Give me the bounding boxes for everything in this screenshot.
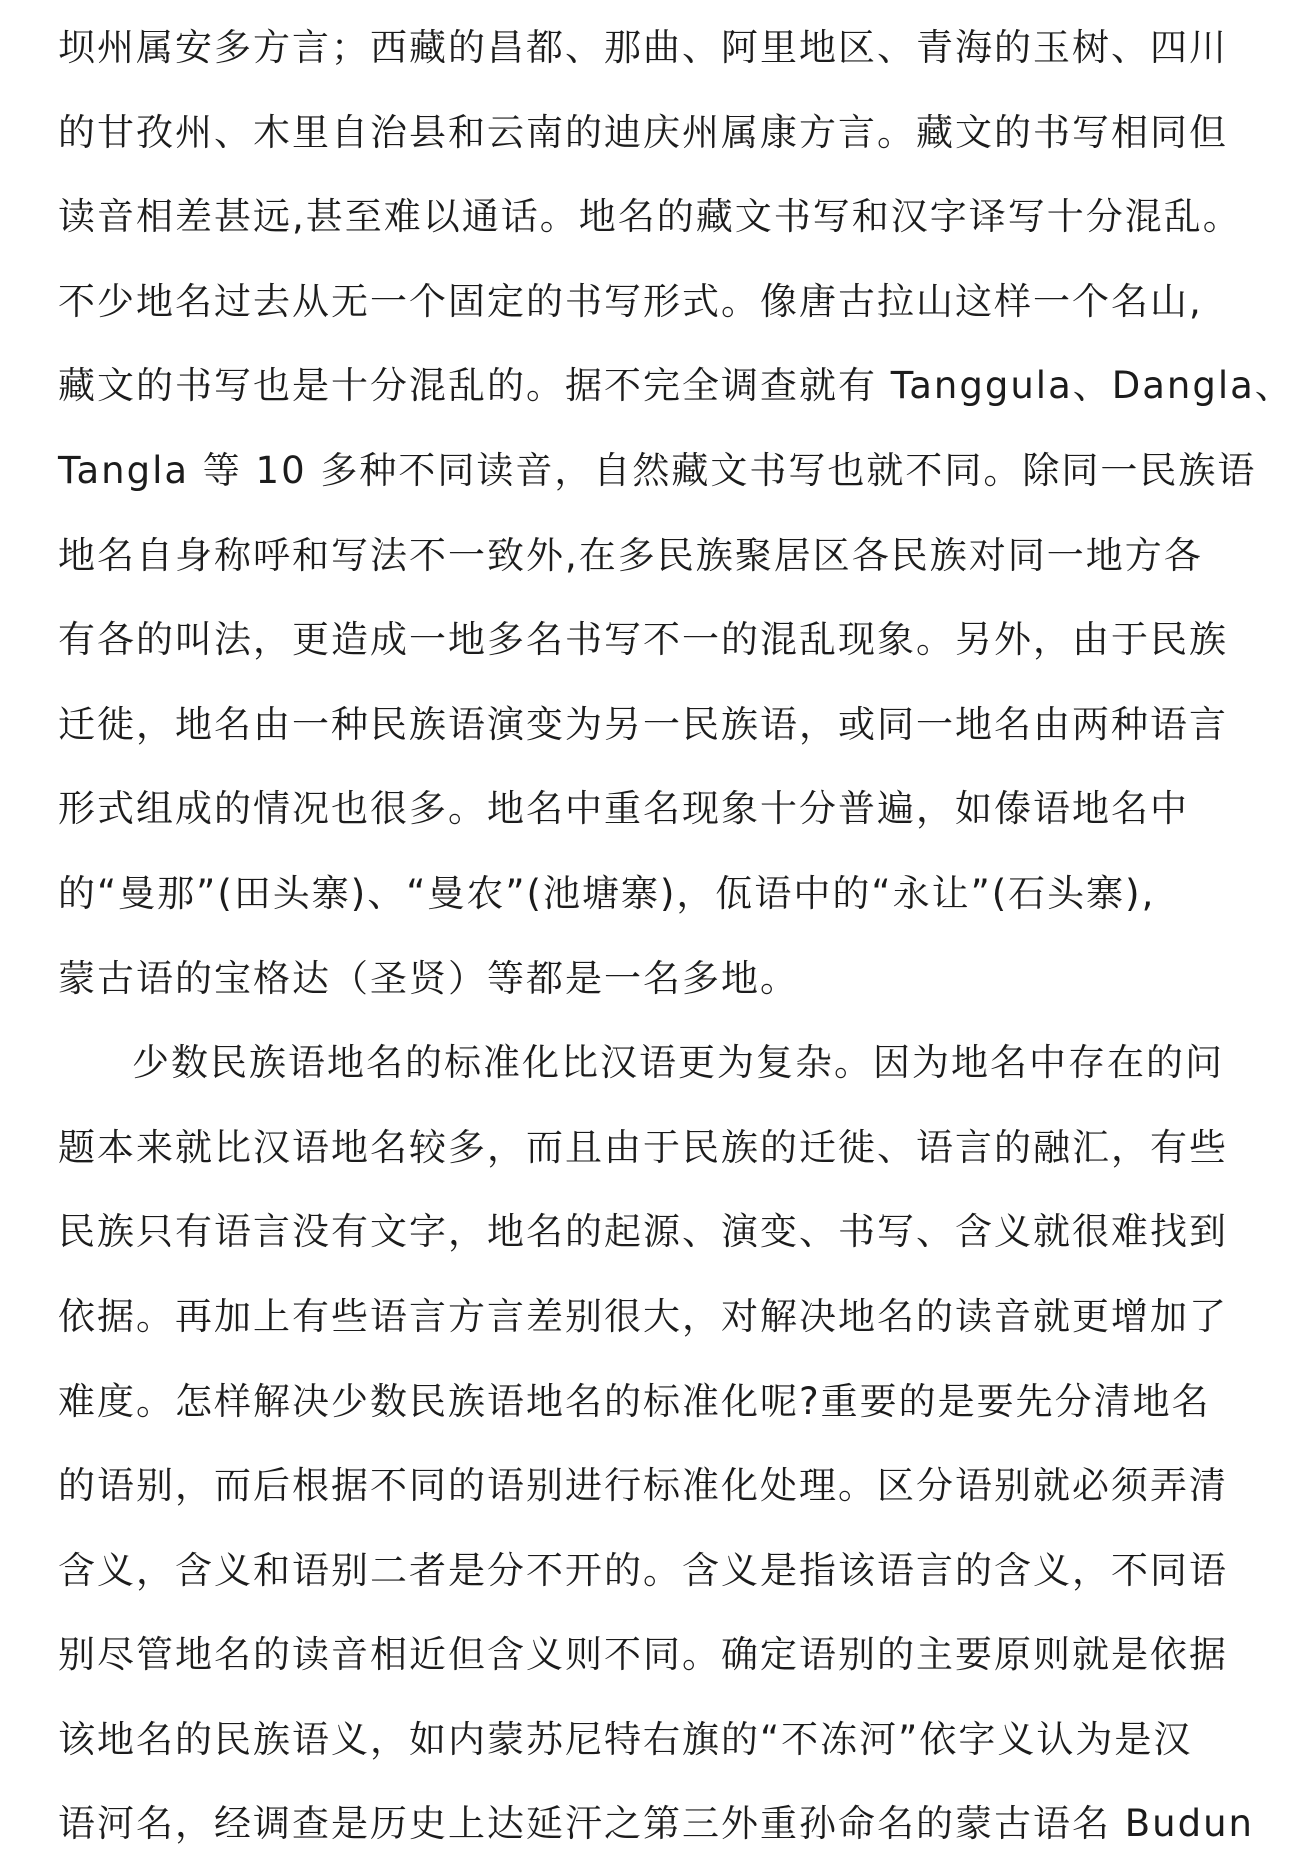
text-line: 坝州属安多方言；西藏的昌都、那曲、阿里地区、青海的玉树、四川 — [58, 26, 1228, 69]
text-line: 该地名的民族语义，如内蒙苏尼特右旗的“不冻河”依字义认为是汉 — [58, 1717, 1193, 1761]
text-line: 语河名，经调查是历史上达延汗之第三外重孙命名的蒙古语名 Budun — [58, 1802, 1254, 1846]
text-line: 的甘孜州、木里自治县和云南的迪庆州属康方言。藏文的书写相同但 — [58, 110, 1228, 154]
body-text — [58, 6, 1294, 1867]
text-line: Tangla 等 10 多种不同读音，自然藏文书写也就不同。除同一民族语 — [58, 448, 1257, 492]
text-line: 有各的叫法，更造成一地多名书写不一的混乱现象。另外，由于民族 — [58, 618, 1228, 662]
text-line: 读音相差甚远,甚至难以通话。地名的藏文书写和汉字译写十分混乱。 — [58, 195, 1242, 239]
text-line: 形式组成的情况也很多。地名中重名现象十分普遍，如傣语地名中 — [58, 787, 1189, 831]
text-line: 蒙古语的宝格达（圣贤）等都是一名多地。 — [58, 956, 799, 1000]
text-line: 的语别，而后根据不同的语别进行标准化处理。区分语别就必须弄清 — [58, 1464, 1228, 1508]
text-line: 地名自身称呼和写法不一致外,在多民族聚居区各民族对同一地方各 — [58, 533, 1203, 577]
text-line: 别尽管地名的读音相近但含义则不同。确定语别的主要原则就是依据 — [58, 1633, 1228, 1677]
text-line: 民族只有语言没有文字，地名的起源、演变、书写、含义就很难找到 — [58, 1210, 1228, 1254]
paragraph-first-line: 少数民族语地名的标准化比汉语更为复杂。因为地名中存在的问 — [132, 1041, 1224, 1085]
text-line: 含义，含义和语别二者是分不开的。含义是指该语言的含义，不同语 — [58, 1548, 1228, 1592]
text-line: 不少地名过去从无一个固定的书写形式。像唐古拉山这样一个名山, — [58, 279, 1203, 323]
text-line: 题本来就比汉语地名较多，而且由于民族的迁徙、语言的融汇，有些 — [58, 1125, 1228, 1169]
text-line: 藏文的书写也是十分混乱的。据不完全调查就有 Tanggula、Dangla、 — [58, 364, 1294, 408]
text-line: 依据。再加上有些语言方言差别很大，对解决地名的读音就更增加了 — [58, 1294, 1228, 1338]
text-line: 难度。怎样解决少数民族语地名的标准化呢?重要的是要先分清地名 — [58, 1379, 1211, 1423]
text-line: 的“曼那”(田头寨)、“曼农”(池塘寨)，佤语中的“永让”(石头寨), — [58, 871, 1156, 915]
text-line: 迁徙，地名由一种民族语演变为另一民族语，或同一地名由两种语言 — [58, 702, 1228, 746]
